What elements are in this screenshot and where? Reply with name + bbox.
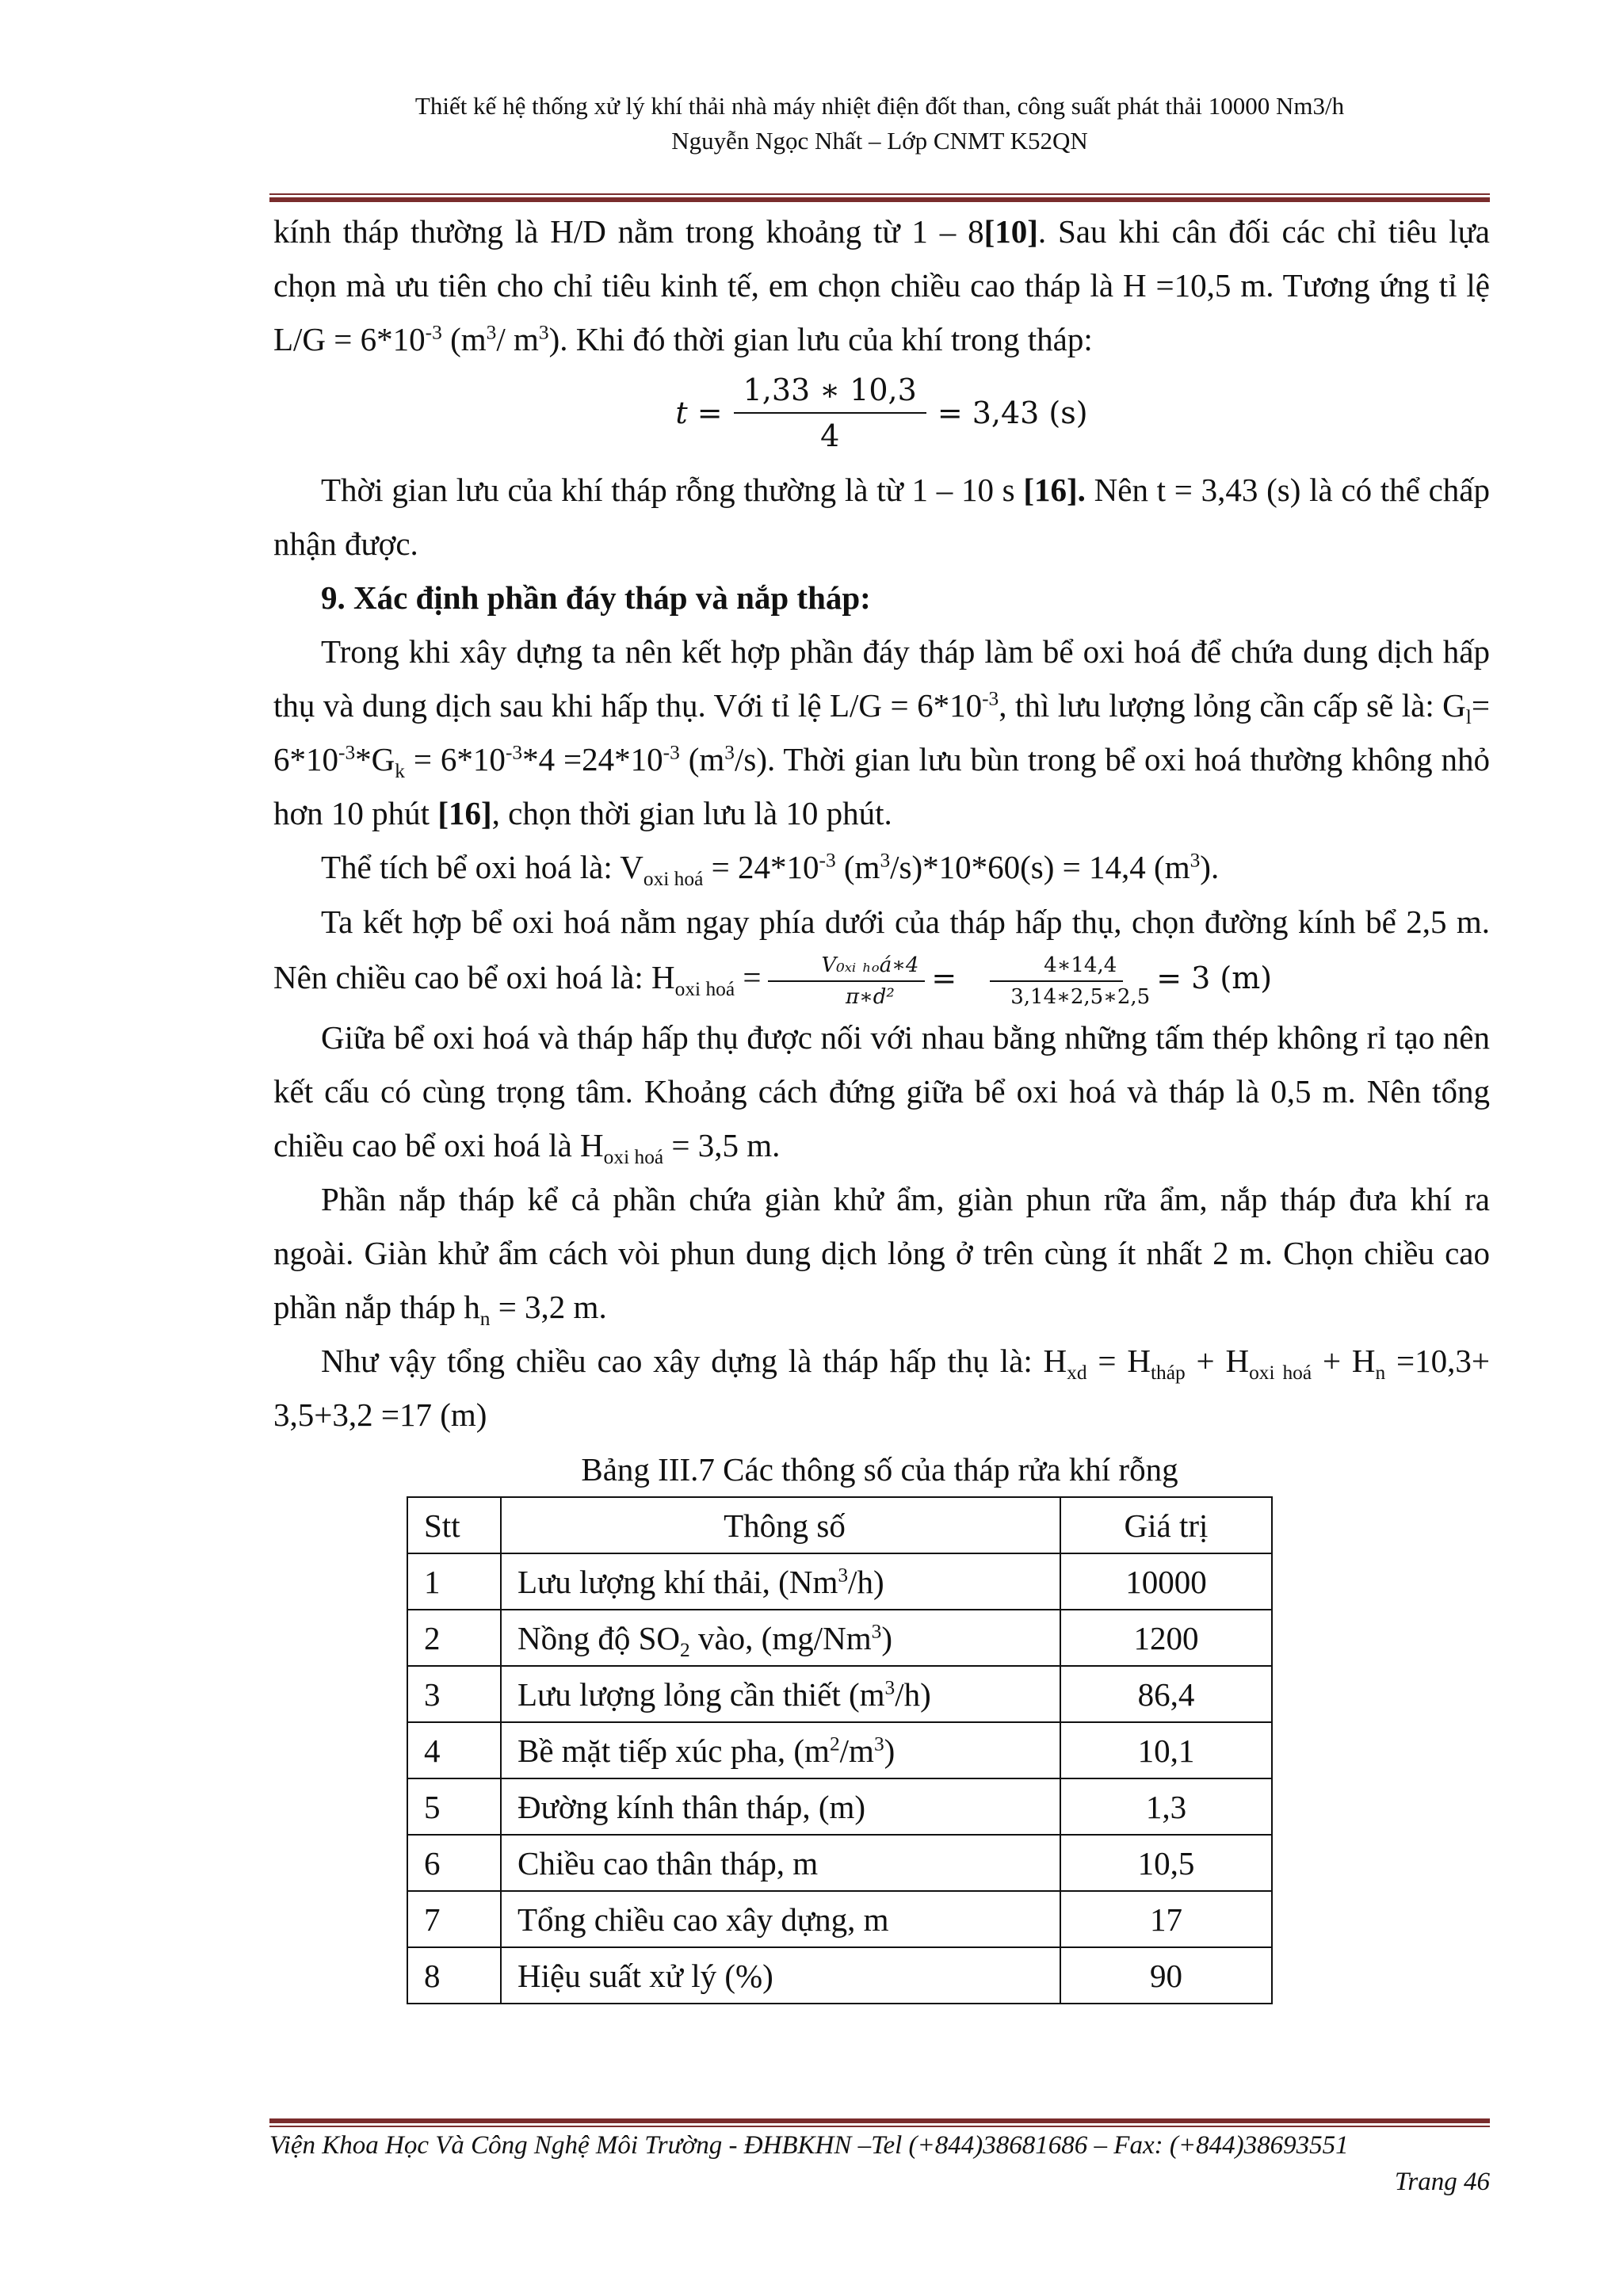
body-text <box>273 204 1490 1442</box>
table-row <box>407 1610 1272 1666</box>
row-number: 2 <box>407 1610 501 1666</box>
table-caption: Bảng III.7 Các thông số của tháp rửa khí rỗng <box>581 1451 1178 1488</box>
footer-rule <box>269 2116 1490 2127</box>
header-rule <box>269 193 1490 202</box>
row-value: 10,1 <box>1060 1722 1272 1778</box>
column-header: Thông số <box>501 1497 1060 1553</box>
parameters-table <box>407 1496 1273 2004</box>
row-parameter: Nồng độ $SO_2$ vào, (mg/Nm$^3$) <box>501 1610 1060 1666</box>
table-row <box>407 1778 1272 1835</box>
row-value: 86,4 <box>1060 1666 1272 1722</box>
table-row <box>407 1666 1272 1722</box>
row-parameter: Tổng chiều cao xây dựng, m <box>501 1891 1060 1947</box>
row-value: 90 <box>1060 1947 1272 2004</box>
table-row <box>407 1947 1272 2004</box>
paragraph: kính tháp thường là H/D nằm trong khoảng từ 1 – 8[10]. Sau khi cân đối các chỉ tiêu lựa chọn mà ưu tiên cho chỉ tiêu kinh tế, em chọn chiều cao tháp là H =10,5 m. Tương ứng tỉ lệ $L/G = 6*10^{-3}$ ($m^3/$ $m^3$). Khi đó thời gian lưu của khí trong tháp: <box>273 213 1490 357</box>
paragraph: Trong khi xây dựng ta nên kết hợp phần đáy tháp làm bể oxi hoá để chứa dung dịch hấp thụ và dung dịch sau khi hấp thụ. Với tỉ lệ $L/G = 6*10^{-3}$, thì lưu lượng lỏng cần cấp sẽ là: $G_l= 6*10^{-3}*G_k = 6*10^{-3}*4 =24*10^{-3}$ $(m^3/s)$. Thời gian lưu bùn trong bể oxi hoá thường không nhỏ hơn 10 phút [16], chọn thời gian lưu là 10 phút. <box>273 633 1491 831</box>
row-value: 1,3 <box>1060 1778 1272 1835</box>
paragraph: Giữa bể oxi hoá và tháp hấp thụ được nối với nhau bằng những tấm thép không rỉ tạo nên kết cấu có cùng trọng tâm. Khoảng cách đứng giữa bể oxi hoá và tháp là 0,5 m. Nên tổng chiều cao bể oxi hoá là $H_{oxi hoá} = 3,5$ m. <box>273 1018 1490 1168</box>
table-row <box>407 1722 1272 1778</box>
paragraph: Thể tích bể oxi hoá là: $V_{oxi hoá} = 24*10^{-3}$ $(m^3/s)*10*60(s) = 14,4$ $(m^3)$. <box>321 849 1220 891</box>
row-number: 4 <box>407 1722 501 1778</box>
paragraph: Thời gian lưu của khí tháp rỗng thường là từ 1 – 10 s [16]. Nên t = 3,43 (s) là có thể chấp nhận được. <box>273 472 1490 562</box>
page-number: Trang 46 <box>1394 2168 1490 2196</box>
row-parameter: Lưu lượng khí thải, (Nm$^3$/h) <box>501 1553 1060 1610</box>
row-number: 6 <box>407 1835 501 1891</box>
row-parameter: Đường kính thân tháp, (m) <box>501 1778 1060 1835</box>
row-value: 10000 <box>1060 1553 1272 1610</box>
header-title: Thiết kế hệ thống xử lý khí thải nhà máy nhiệt điện đốt than, công suất phát thải 10000 Nm3/h <box>414 92 1345 120</box>
row-parameter: Hiệu suất xử lý (%) <box>501 1947 1060 2004</box>
row-parameter: Bề mặt tiếp xúc pha, $(m^2/m^3)$ <box>501 1722 1060 1778</box>
row-parameter: Chiều cao thân tháp, m <box>501 1835 1060 1891</box>
paragraph: Ta kết hợp bể oxi hoá nằm ngay phía dưới của tháp hấp thụ, chọn đường kính bể 2,5 m. Nên chiều cao bể oxi hoá là: $H_{oxi hoá}$ = $\frac{\text{V₀ₓᵢ ₕₒá∗4}}{\text{π∗d²}}$ = $\frac{4∗14,4}{3,14∗2,5∗2,5}$ = 3 (m) <box>273 904 1490 1009</box>
header-author: Nguyễn Ngọc Nhất – Lớp CNMT K52QN <box>671 127 1088 155</box>
footer-institute: Viện Khoa Học Và Công Nghệ Môi Trường - ĐHBKHN –Tel (+844)38681686 – Fax: (+844)38693551 <box>269 2131 1349 2160</box>
row-number: 8 <box>407 1947 501 2004</box>
row-number: 7 <box>407 1891 501 1947</box>
row-number: 3 <box>407 1666 501 1722</box>
row-number: 1 <box>407 1553 501 1610</box>
row-value: 1200 <box>1060 1610 1272 1666</box>
table-header-row <box>407 1497 1272 1553</box>
paragraph: Như vậy tổng chiều cao xây dựng là tháp hấp thụ là: $H_{xd} = H_{tháp} + H_{oxi hoá} + H_n =10,3+ 3,5+3,2 =17$ (m) <box>273 1342 1491 1433</box>
row-parameter: Lưu lượng lỏng cần thiết $(m^3/h)$ <box>501 1666 1060 1722</box>
paragraph: Phần nắp tháp kể cả phần chứa giàn khử ẩm, giàn phun rữa ẩm, nắp tháp đưa khí ra ngoài. Giàn khử ẩm cách vòi phun dung dịch lỏng ở trên cùng ít nhất 2 m. Chọn chiều cao phần nắp tháp $h_n = 3,2$ m. <box>273 1180 1490 1330</box>
column-header: Giá trị <box>1060 1497 1272 1553</box>
column-header: Stt <box>407 1497 501 1553</box>
table-row <box>407 1835 1272 1891</box>
equation-residence-time: t = $\frac{1,33 ∗ 10,3}{4}$ = 3,43 (s) <box>675 372 1088 453</box>
row-value: 17 <box>1060 1891 1272 1947</box>
table-row <box>407 1553 1272 1610</box>
section-heading: 9. Xác định phần đáy tháp và nắp tháp: <box>321 579 871 616</box>
table-row <box>407 1891 1272 1947</box>
row-value: 10,5 <box>1060 1835 1272 1891</box>
page-header <box>269 89 1490 159</box>
page-footer <box>269 2127 1490 2200</box>
row-number: 5 <box>407 1778 501 1835</box>
